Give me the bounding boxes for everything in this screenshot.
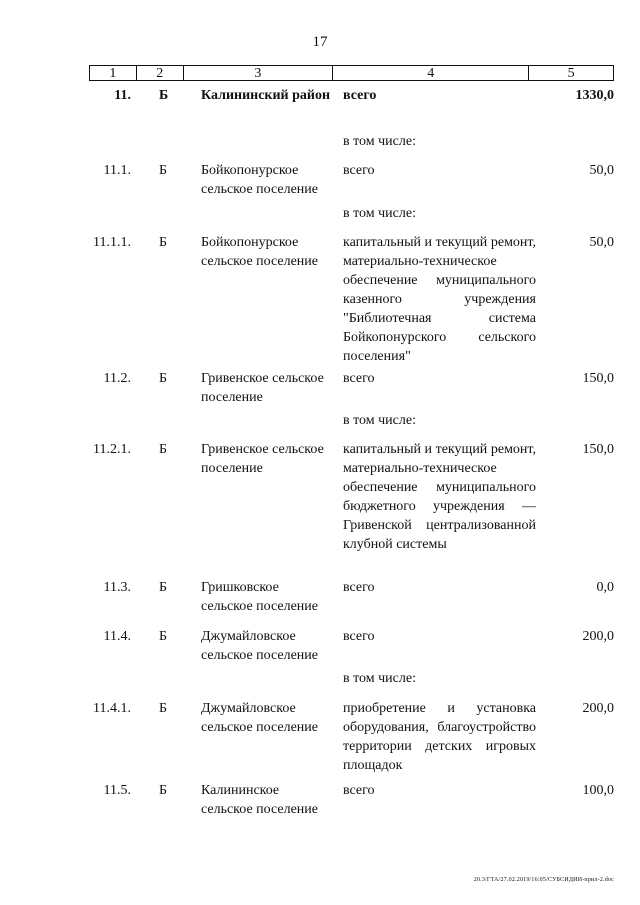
row-amount: 100,0 [582,783,614,798]
row-group: Б [159,442,168,457]
including-label: в том числе: [343,671,416,686]
row-group: Б [159,371,168,386]
row-number: 11.3. [103,580,131,595]
row-amount: 1330,0 [575,88,614,103]
row-name: Калининское сельское поселение [201,783,318,817]
row-description: капитальный и текущий ремонт, материально-техническое обеспечение муниципального казенного учреждения "Библиотечная система Бойкопонурского сельского поселения" [343,235,536,364]
row-group: Б [159,783,168,798]
table-header [89,65,614,81]
row-number: 11. [114,88,131,103]
header-col-3: 3 [184,66,333,80]
row-name: Бойкопонурское сельское поселение [201,163,318,197]
row-description: всего [343,783,375,798]
header-col-4: 4 [333,66,529,80]
row-group: Б [159,629,168,644]
row-group: Б [159,163,168,178]
row-name: Джумайловское сельское поселение [201,629,318,663]
header-col-2: 2 [137,66,184,80]
row-amount: 0,0 [596,580,614,595]
row-name: Гривенское сельское поселение [201,371,324,405]
row-number: 11.2.1. [93,442,131,457]
row-number: 11.4. [103,629,131,644]
row-amount: 50,0 [589,235,614,250]
row-group: Б [159,88,169,103]
row-group: Б [159,580,168,595]
row-number: 11.5. [103,783,131,798]
row-description: приобретение и установка оборудования, благоустройство территории детских игровых площадок [343,701,536,773]
row-description: всего [343,580,375,595]
including-label: в том числе: [343,206,416,221]
row-name: Гришковское сельское поселение [201,580,318,614]
including-label: в том числе: [343,413,416,428]
row-number: 11.1.1. [93,235,131,250]
row-amount: 150,0 [582,371,614,386]
document-footer: 20.3/ГТА/27.02.2019/16:05/СУБСИДИИ-прил-2.doc [473,877,614,883]
row-name: Бойкопонурское сельское поселение [201,235,318,269]
row-description: всего [343,629,375,644]
row-description: всего [343,371,375,386]
row-name: Гривенское сельское поселение [201,442,324,476]
row-name: Джумайловское сельское поселение [201,701,318,735]
row-number: 11.2. [103,371,131,386]
row-amount: 200,0 [582,629,614,644]
row-name: Калининский район [201,88,331,103]
row-number: 11.1. [103,163,131,178]
row-description: всего [343,88,377,103]
row-amount: 150,0 [582,442,614,457]
row-group: Б [159,235,168,250]
including-label: в том числе: [343,134,416,149]
header-col-5: 5 [567,66,575,81]
page-number: 17 [312,34,328,50]
row-amount: 200,0 [582,701,614,716]
header-col-1: 1 [90,66,137,80]
row-number: 11.4.1. [93,701,131,716]
row-amount: 50,0 [589,163,614,178]
row-description: капитальный и текущий ремонт, материально-техническое обеспечение муниципального бюджетного учреждения — Гривенской централизованной клубной системы [343,442,536,552]
row-group: Б [159,701,168,716]
row-description: всего [343,163,375,178]
